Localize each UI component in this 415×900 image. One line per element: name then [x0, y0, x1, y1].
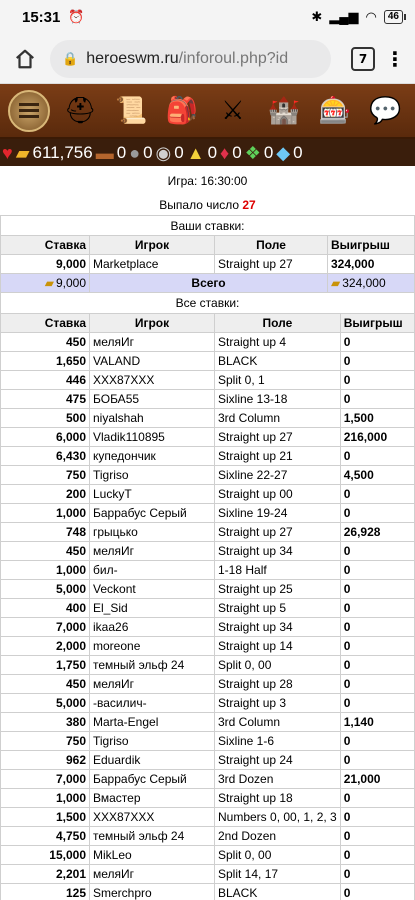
header-win: Выигрыш	[340, 314, 414, 333]
win-amount: 0	[340, 371, 414, 390]
bet-amount: 1,000	[1, 561, 90, 580]
table-row	[1, 770, 415, 789]
battery-icon: 46	[384, 10, 403, 24]
win-amount: 0	[340, 637, 414, 656]
bet-field: Straight up 27	[215, 523, 341, 542]
table-row	[1, 732, 415, 751]
diamond-resource	[276, 143, 302, 163]
alarm-icon: ⏰	[68, 9, 85, 24]
header-player: Игрок	[90, 236, 215, 255]
win-amount: 0	[340, 561, 414, 580]
table-row	[1, 827, 415, 846]
health-resource	[2, 144, 13, 162]
url-path: /inforoul.php?id	[178, 49, 289, 67]
your-bets-header-row	[1, 236, 415, 255]
wifi-icon: ◠	[365, 9, 377, 24]
bet-field: 3rd Dozen	[215, 770, 341, 789]
header-bet: Ставка	[1, 314, 90, 333]
table-row	[1, 428, 415, 447]
table-row	[1, 599, 415, 618]
table-row	[1, 390, 415, 409]
resource-bar	[0, 139, 415, 166]
bet-amount: 1,500	[1, 808, 90, 827]
player-link[interactable]: БОБА55	[90, 390, 215, 409]
player-link[interactable]: XXX87XXX	[90, 808, 215, 827]
table-row	[1, 789, 415, 808]
player-link[interactable]: бил-	[90, 561, 215, 580]
win-amount: 0	[340, 352, 414, 371]
player-link[interactable]: El_Sid	[90, 599, 215, 618]
player-link[interactable]: XXX87XXX	[90, 371, 215, 390]
dropped-number-line	[0, 196, 415, 215]
table-row	[1, 808, 415, 827]
bet-amount: 2,000	[1, 637, 90, 656]
gold-icon: ▰	[331, 276, 341, 290]
bet-field: Straight up 24	[215, 751, 341, 770]
bet-amount: 2,201	[1, 865, 90, 884]
table-row	[1, 466, 415, 485]
lock-icon: 🔒	[62, 50, 79, 66]
game-info	[0, 166, 415, 215]
bet-field: Straight up 00	[215, 485, 341, 504]
sulfur-icon: ▲	[186, 142, 205, 163]
bet-amount: 7,000	[1, 618, 90, 637]
sulfur-resource	[187, 143, 217, 163]
bet-field: Sixline 22-27	[215, 466, 341, 485]
win-amount: 0	[340, 884, 414, 900]
bet-field: Straight up 4	[215, 333, 341, 352]
bet-field: Sixline 13-18	[215, 390, 341, 409]
bet-field: Straight up 25	[215, 580, 341, 599]
table-row	[1, 485, 415, 504]
all-bets-header-row	[1, 314, 415, 333]
player-link[interactable]: Eduardik	[90, 751, 215, 770]
header-player: Игрок	[90, 314, 215, 333]
gold-icon: ▰	[44, 276, 54, 290]
bet-amount: 475	[1, 390, 90, 409]
bet-field: Split 0, 00	[215, 846, 341, 865]
win-amount: 0	[340, 675, 414, 694]
player-link[interactable]: темный эльф 24	[90, 827, 215, 846]
gold-resource	[16, 143, 93, 163]
address-bar[interactable]	[50, 40, 331, 78]
win-amount: 0	[340, 504, 414, 523]
game-nav	[0, 84, 415, 139]
player-link[interactable]: -василич-	[90, 694, 215, 713]
win-amount: 1,140	[340, 713, 414, 732]
player-link[interactable]: Marketplace	[90, 255, 215, 274]
wood-resource	[96, 143, 126, 163]
bet-field: 2nd Dozen	[215, 827, 341, 846]
win-amount: 324,000	[328, 255, 415, 274]
bet-amount: 446	[1, 371, 90, 390]
player-link[interactable]: Баррабус Серый	[90, 770, 215, 789]
table-row	[1, 656, 415, 675]
bet-field: Straight up 5	[215, 599, 341, 618]
player-link[interactable]: ikaa26	[90, 618, 215, 637]
bet-amount: 450	[1, 542, 90, 561]
ore-icon: ●	[129, 142, 141, 163]
bet-amount: 748	[1, 523, 90, 542]
battle-swords-icon[interactable]: ⚔	[221, 95, 245, 126]
game-menu-icon[interactable]	[8, 90, 50, 132]
gems-icon: ❖	[244, 142, 261, 163]
gold-value: 611,756	[32, 142, 93, 162]
table-row	[1, 447, 415, 466]
bet-amount: 9,000	[1, 255, 90, 274]
bet-amount: 6,430	[1, 447, 90, 466]
crystal-resource	[220, 143, 242, 163]
table-row	[1, 580, 415, 599]
bet-amount: 15,000	[1, 846, 90, 865]
win-amount: 0	[340, 599, 414, 618]
player-link[interactable]: Vladik110895	[90, 428, 215, 447]
table-row	[1, 542, 415, 561]
gold-icon: ▰	[15, 142, 30, 163]
status-bar	[0, 0, 415, 34]
win-amount: 0	[340, 333, 414, 352]
player-link[interactable]: Tigriso	[90, 466, 215, 485]
bet-field: Straight up 27	[215, 255, 328, 274]
player-link[interactable]: LuckyT	[90, 485, 215, 504]
hero-helmet-icon[interactable]: ⛑	[63, 95, 97, 126]
dropped-label: Выпало число	[159, 198, 243, 212]
overflow-menu-icon[interactable]: ⋮	[385, 46, 405, 71]
table-row	[1, 352, 415, 371]
gems-value: 0	[263, 142, 274, 162]
inventory-bag-icon[interactable]: 🎒	[165, 95, 199, 126]
signal-icon: ▂▄▆	[329, 9, 359, 24]
home-icon[interactable]	[10, 44, 40, 74]
win-amount: 0	[340, 694, 414, 713]
bet-amount: 962	[1, 751, 90, 770]
roulette-info	[0, 166, 415, 900]
bet-field: Straight up 27	[215, 428, 341, 447]
table-row	[1, 523, 415, 542]
player-link[interactable]: Вмастер	[90, 789, 215, 808]
bet-field: Split 14, 17	[215, 865, 341, 884]
ore-resource	[129, 143, 152, 163]
header-win: Выигрыш	[328, 236, 415, 255]
win-amount: 4,500	[340, 466, 414, 485]
bet-amount: 6,000	[1, 428, 90, 447]
bet-amount: 7,000	[1, 770, 90, 789]
gems-resource	[245, 143, 274, 163]
table-row	[1, 618, 415, 637]
total-bet-cell	[1, 274, 90, 293]
crystal-value: 0	[232, 142, 242, 162]
total-win-cell	[328, 274, 415, 293]
bet-field: Straight up 34	[215, 542, 341, 561]
bet-amount: 400	[1, 599, 90, 618]
browser-toolbar	[0, 34, 415, 84]
table-row	[1, 884, 415, 900]
win-amount: 26,928	[340, 523, 414, 542]
mercury-resource	[156, 143, 184, 163]
win-amount: 0	[340, 732, 414, 751]
bet-field: Straight up 18	[215, 789, 341, 808]
bet-amount: 5,000	[1, 580, 90, 599]
diamond-icon: ◆	[276, 142, 291, 163]
bet-field: Sixline 1-6	[215, 732, 341, 751]
total-bet: 9,000	[55, 276, 86, 290]
player-link[interactable]: купедончик	[90, 447, 215, 466]
player-link[interactable]: Tigriso	[90, 732, 215, 751]
all-bets-table	[0, 313, 415, 900]
bet-field: Straight up 14	[215, 637, 341, 656]
table-row	[1, 865, 415, 884]
total-row	[1, 274, 415, 293]
heart-icon: ♥	[2, 142, 13, 163]
bet-field: BLACK	[215, 884, 341, 900]
bet-amount: 1,000	[1, 789, 90, 808]
bet-field: 3rd Column	[215, 409, 341, 428]
bet-amount: 450	[1, 675, 90, 694]
bet-field: Straight up 21	[215, 447, 341, 466]
total-label: Всего	[90, 274, 328, 293]
bet-field: Straight up 28	[215, 675, 341, 694]
bet-field: 1-18 Half	[215, 561, 341, 580]
tab-switcher-button[interactable]: 7	[351, 47, 375, 71]
crystal-icon: ♦	[220, 142, 230, 163]
win-amount: 21,000	[340, 770, 414, 789]
bet-amount: 750	[1, 732, 90, 751]
sulfur-value: 0	[207, 142, 218, 162]
bet-amount: 4,750	[1, 827, 90, 846]
player-link[interactable]: Баррабус Серый	[90, 504, 215, 523]
win-amount: 0	[340, 447, 414, 466]
table-row	[1, 694, 415, 713]
status-time: 15:31	[22, 8, 61, 26]
bet-amount: 450	[1, 333, 90, 352]
header-field: Поле	[215, 314, 341, 333]
win-amount: 0	[340, 542, 414, 561]
bet-amount: 125	[1, 884, 90, 900]
dropped-number: 27	[242, 198, 256, 212]
table-row	[1, 675, 415, 694]
mercury-value: 0	[174, 142, 184, 162]
player-link[interactable]: грыцько	[90, 523, 215, 542]
bet-amount: 5,000	[1, 694, 90, 713]
player-link[interactable]: MikLeo	[90, 846, 215, 865]
player-link[interactable]: moreone	[90, 637, 215, 656]
table-row	[1, 846, 415, 865]
your-bets-table	[0, 235, 415, 293]
bet-amount: 500	[1, 409, 90, 428]
win-amount: 0	[340, 751, 414, 770]
table-row	[1, 255, 415, 274]
bet-field: BLACK	[215, 352, 341, 371]
header-field: Поле	[215, 236, 328, 255]
player-link[interactable]: Smerchpro	[90, 884, 215, 900]
bet-field: Straight up 34	[215, 618, 341, 637]
win-amount: 0	[340, 656, 414, 675]
table-row	[1, 409, 415, 428]
table-row	[1, 561, 415, 580]
win-amount: 0	[340, 618, 414, 637]
win-amount: 0	[340, 485, 414, 504]
player-link[interactable]: niyalshah	[90, 409, 215, 428]
bet-amount: 750	[1, 466, 90, 485]
header-bet: Ставка	[1, 236, 90, 255]
win-amount: 1,500	[340, 409, 414, 428]
bet-amount: 1,000	[1, 504, 90, 523]
casino-icon[interactable]: 🎰	[318, 95, 351, 126]
player-link[interactable]: меляИг	[90, 542, 215, 561]
player-link[interactable]: темный эльф 24	[90, 656, 215, 675]
castle-icon[interactable]: 🏰	[267, 95, 300, 126]
url-host: heroeswm.ru	[86, 49, 179, 67]
win-amount: 0	[340, 580, 414, 599]
map-scroll-icon[interactable]: 📜	[115, 95, 148, 126]
win-amount: 0	[340, 846, 414, 865]
player-link[interactable]: VALAND	[90, 352, 215, 371]
win-amount: 216,000	[340, 428, 414, 447]
bet-field: Sixline 19-24	[215, 504, 341, 523]
win-amount: 0	[340, 808, 414, 827]
win-amount: 0	[340, 827, 414, 846]
mercury-icon: ◉	[155, 142, 172, 163]
table-row	[1, 504, 415, 523]
bet-field: Split 0, 00	[215, 656, 341, 675]
bet-amount: 1,750	[1, 656, 90, 675]
player-link[interactable]: Veckont	[90, 580, 215, 599]
status-icons	[311, 9, 403, 25]
bet-field: Split 0, 1	[215, 371, 341, 390]
player-link[interactable]: меляИг	[90, 865, 215, 884]
all-bets-body	[1, 333, 415, 900]
table-row	[1, 637, 415, 656]
wood-icon: ▬	[95, 142, 114, 163]
table-row	[1, 371, 415, 390]
table-row	[1, 333, 415, 352]
all-bets-heading: Все ставки:	[0, 293, 415, 313]
bet-amount: 380	[1, 713, 90, 732]
player-link[interactable]: Marta-Engel	[90, 713, 215, 732]
table-row	[1, 713, 415, 732]
bet-field: 3rd Column	[215, 713, 341, 732]
bet-field: Numbers 0, 00, 1, 2, 3	[215, 808, 341, 827]
wood-value: 0	[116, 142, 127, 162]
chat-icon[interactable]: 💬	[369, 95, 402, 126]
win-amount: 0	[340, 390, 414, 409]
player-link[interactable]: меляИг	[90, 675, 215, 694]
win-amount: 0	[340, 865, 414, 884]
bluetooth-icon: ✱	[311, 9, 323, 24]
table-row	[1, 751, 415, 770]
win-amount: 0	[340, 789, 414, 808]
bet-amount: 200	[1, 485, 90, 504]
total-win: 324,000	[342, 276, 386, 290]
game-time: Игра: 16:30:00	[167, 174, 248, 188]
bet-field: Straight up 3	[215, 694, 341, 713]
your-bets-heading: Ваши ставки:	[0, 215, 415, 235]
ore-value: 0	[143, 142, 153, 162]
diamond-value: 0	[293, 142, 303, 162]
player-link[interactable]: меляИг	[90, 333, 215, 352]
bet-amount: 1,650	[1, 352, 90, 371]
